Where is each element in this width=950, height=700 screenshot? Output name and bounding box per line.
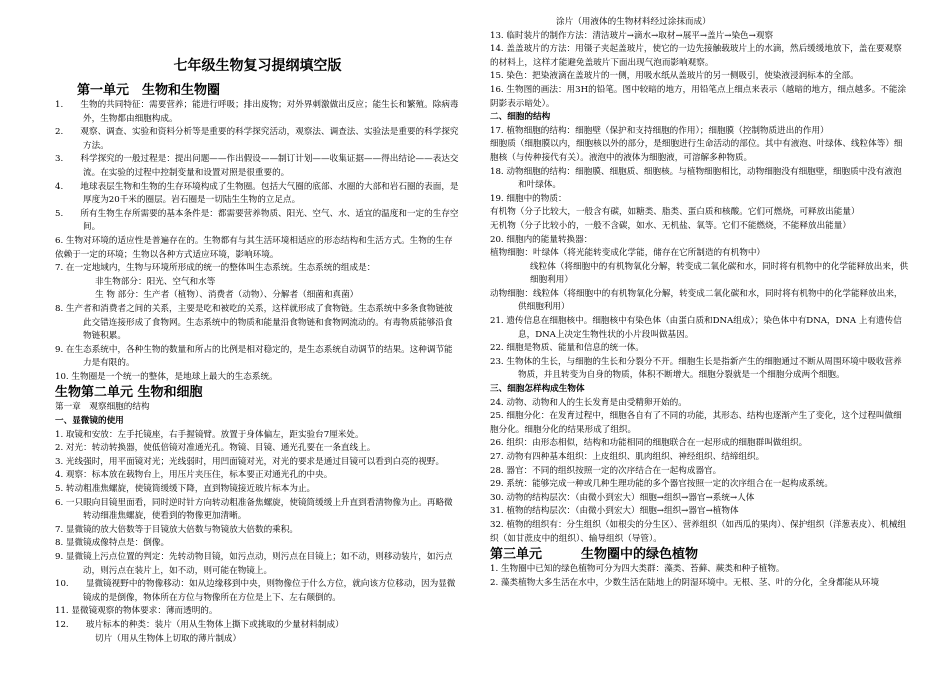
list-c [490, 397, 910, 547]
list-b [490, 125, 910, 383]
list-item: 6. 生物对环境的适应性是普遍存在的。生物都有与其生活环境相适应的形态结构和生活方式。生物的生存依赖于一定的环境；生物以各种方式适应环境，影响环境。 [55, 235, 453, 260]
list-item: 5. 所有生物生存所需要的基本条件是：都需要营养物质、阳光、空气、水、适宜的温度和一定的生存空间。 [55, 208, 459, 233]
list-item: 1. 生物圈中已知的绿色植物可分为四大类群：藻类、苔藓、蕨类和种子植物。 [490, 564, 785, 575]
list-item: 20. 细胞内的能量转换器： [490, 234, 593, 245]
list-item: 10. 显微镜视野中的物像移动：如从边缘移到中央，则物像位于什么方位，就向该方位移动，因为显微镜成的是倒像，物体所在方位与物像所在方位是上下、左右颠倒的。 [55, 579, 456, 603]
list-item: 18. 动物细胞的结构：细胞膜、细胞质、细胞核。与植物细胞相比，动物细胞没有细胞壁，细胞质中没有液泡和叶绿体。 [490, 166, 902, 191]
list-item: 线粒体（将细胞中的有机物氧化分解，转变成二氧化碳和水，同时将有机物中的化学能释放出来，供细胞利用） [530, 261, 909, 286]
section-cell-structure-heading: 二、细胞的结构 [490, 112, 551, 123]
list-item: 6. 一只眼向目镜里面看，同时逆时针方向转动粗准备焦螺旋，使镜筒缓缓上升直到看清物像为止。再略微转动细准焦螺旋，使看到的物像更加清晰。 [55, 497, 453, 522]
list-item: 动物细胞：线粒体（将细胞中的有机物氧化分解，转变成二氧化碳和水，同时将有机物中的化学能释放出来，供细胞利用） [490, 288, 903, 313]
list-item: 11. 显微镜观察的物体要求：薄而透明的。 [55, 606, 218, 617]
unit-3-heading: 第三单元 生物圈中的绿色植物 [490, 547, 699, 563]
unit-1-list [55, 99, 460, 384]
list-item: 13. 临时装片的制作方法：清洁玻片→滴水→取材→展平→盖片→染色→观察 [490, 30, 774, 41]
unit-2-heading: 生物第二单元 生物和细胞 [55, 385, 203, 401]
list-a [490, 30, 910, 112]
list-d [490, 563, 910, 590]
list-item: 14. 盖盖玻片的方法：用镊子夹起盖玻片，使它的一边先接触载玻片上的水滴，然后缓缓地放下，盖在要观察的材料上，这样才能避免盖玻片下面出现气泡而影响观察。 [490, 44, 902, 68]
list-item: 无机物（分子比较小的，一般不含碳，如水、无机盐、氧等。它们不能燃烧，不能释放出能量） [490, 220, 851, 231]
list-item: 9. 显微镜上污点位置的判定：先转动物目镜，如污点动，则污点在目镜上；如不动，则移动装片，如污点动，则污点在装片上，如不动，则可能在物镜上。 [55, 552, 453, 576]
list-item: 非生物部分：阳光、空气和水等 [95, 276, 216, 287]
list-item: 2. 对光：转动转换器，使低倍镜对准通光孔。物镜、目镜、通光孔要在一条直线上。 [55, 443, 376, 454]
list-item: 切片（用从生物体上切取的薄片制成） [95, 633, 242, 644]
chapter-1-heading: 第一章 观察细胞的结构 [55, 402, 150, 413]
list-item: 7. 显微镜的放大倍数等于目镜放大倍数与物镜放大倍数的乘积。 [55, 524, 298, 535]
list-item: 12. 玻片标本的种类：装片（用从生物体上撕下或挑取的少量材料制成） [55, 619, 344, 630]
list-item: 16. 生物图的画法：用3H的铅笔。图中较暗的地方，用铅笔点上细点来表示（越暗的地方，细点越多。不能涂阴影表示暗处）。 [490, 84, 907, 109]
document-title: 七年级生物复习提纲填空版 [173, 58, 342, 74]
continuation-line: 涂片（用液体的生物材料经过涂抹而成） [556, 17, 711, 27]
list-item: 29. 系统：能够完成一种或几种生理功能的多个器官按照一定的次序组合在一起构成系统。 [490, 479, 833, 490]
list-item: 4. 地球表层生物和生物的生存环境构成了生物圈。包括大气圈的底部、水圈的大部和岩石圈的表面，是厚度为20千米的圈层。岩石圈是一切陆生生物的立足点。 [55, 181, 459, 206]
list-item: 19. 细胞中的物质： [490, 193, 567, 204]
list-item: 15. 染色：把染液滴在盖玻片的一侧，用吸水纸从盖玻片的另一侧吸引，使染液浸润标本的全部。 [490, 71, 859, 82]
list-item: 23. 生物体的生长，与细胞的生长和分裂分不开。细胞生长是指新产生的细胞通过不断从周围环境中吸收营养物质，并且转变为自身的物质，体积不断增大。细胞分裂就是一个细胞分成两个细胞。 [490, 356, 902, 381]
list-item: 25. 细胞分化：在发育过程中，细胞各自有了不同的功能，其形态、结构也逐渐产生了变化，这个过程叫做细胞分化。细胞分化的结果形成了组织。 [490, 411, 902, 435]
list-item: 31. 植物的结构层次：（由微小到宏大）细胞→组织→器官→植物体 [490, 506, 739, 517]
list-item: 21. 遗传信息在细胞核中。细胞核中有染色体（由蛋白质和DNA组成）；染色体中有DNA，DNA 上有遗传信息，DNA上决定生物性状的小片段叫做基因。 [490, 316, 902, 340]
list-item: 28. 器官：不同的组织按照一定的次序结合在一起构成器官。 [490, 465, 722, 476]
list-item: 3. 光线强时，用平面镜对光；光线弱时，用凹面镜对光，对光的要求是通过目镜可以看到白亮的视野。 [55, 456, 445, 467]
list-item: 26. 组织：由形态相似，结构和功能相同的细胞联合在一起形成的细胞群叫做组织。 [490, 438, 808, 449]
list-item: 32. 植物的组织有：分生组织（如根尖的分生区）、营养组织（如西瓜的果肉）、保护组织（洋葱表皮）、机械组织（如甘蔗皮中的组织）、输导组织（导管）。 [490, 519, 907, 544]
list-item: 5. 转动粗准焦螺旋，使镜筒缓缓下降，直到物镜接近玻片标本为止。 [55, 484, 316, 495]
right-column [490, 0, 910, 700]
list-item: 9. 在生态系统中，各种生物的数量和所占的比例是相对稳定的，是生态系统自动调节的结果。这种调节能力是有限的。 [55, 344, 453, 369]
list-item: 24. 动物、动物和人的生长发育是由受精卵开始的。 [490, 397, 687, 408]
list-item: 3. 科学探究的一般过程是：提出问题——作出假设——制订计划——收集证据——得出结论——表达交流。在实验的过程中控制变量和设置对照是很重要的。 [55, 154, 459, 178]
unit-2-list [55, 429, 460, 647]
list-item: 1. 生物的共同特征：需要营养；能进行呼吸；排出废物；对外界刺激做出反应；能生长和繁殖。除病毒外，生物都由细胞构成。 [55, 100, 459, 124]
list-item: 8. 生产者和消费者之间的关系，主要是吃和被吃的关系，这样就形成了食物链。生态系统中多条食物链彼此交错连接形成了食物网。生态系统中的物质和能量沿食物链和食物网流动的。有毒物质能够沿食物链积累。 [55, 303, 453, 342]
list-item: 有机物（分子比较大，一般含有碳，如糖类、脂类、蛋白质和核酸。它们可燃烧，可释放出能量） [490, 207, 860, 218]
section-microscope-heading: 一、显微镜的使用 [55, 416, 124, 427]
list-item: 2. 藻类植物大多生活在水中，少数生活在陆地上的阴湿环境中。无根、茎、叶的分化，全身都能从环境 [490, 577, 880, 588]
list-item: 细胞质（细胞膜以内，细胞核以外的部分，是细胞进行生命活动的部位。其中有液泡、叶绿体、线粒体等）细胞核（与传种接代有关）。液泡中的液体为细胞液，可溶解多种物质。 [490, 139, 903, 163]
list-item: 2. 观察、调查、实验和资料分析等是重要的科学探究活动，观察法、调查法、实验法是重要的科学探究方法。 [55, 127, 459, 151]
list-item: 27. 动物有四种基本组织：上皮组织、肌肉组织、神经组织、结缔组织。 [490, 452, 765, 462]
list-item: 4. 观察：标本放在载物台上，用压片夹压住，标本要正对通光孔的中央。 [55, 470, 333, 481]
list-item: 1. 取镜和安放：左手托镜座，右手握镜臂。放置于身体偏左，距实验台7厘米处。 [55, 429, 364, 440]
list-item: 22. 细胞是物质、能量和信息的统一体。 [490, 343, 644, 354]
list-item: 30. 动物的结构层次：（由微小到宏大）细胞→组织→器官→系统→人体 [490, 492, 755, 503]
list-item: 10. 生物圈是一个统一的整体，是地球上最大的生态系统。 [55, 371, 278, 382]
unit-1-heading: 第一单元 生物和生物圈 [77, 83, 221, 98]
list-item: 植物细胞：叶绿体（将光能转变成化学能，储存在它所制造的有机物中） [490, 248, 766, 259]
list-item: 生 物 部分：生产者（植物）、消费者（动物）、分解者（细菌和真菌） [95, 290, 359, 301]
list-item: 7. 在一定地域内，生物与环境所形成的统一的整体叫生态系统。生态系统的组成是： [55, 263, 376, 274]
list-item: 8. 显微镜成像特点是：倒像。 [55, 538, 170, 549]
list-item: 17. 植物细胞的结构：细胞壁（保护和支持细胞的作用）；细胞膜（控制物质进出的作用） [490, 125, 829, 136]
section-cell-organization-heading: 三、细胞怎样构成生物体 [490, 384, 585, 395]
left-column [55, 0, 460, 700]
